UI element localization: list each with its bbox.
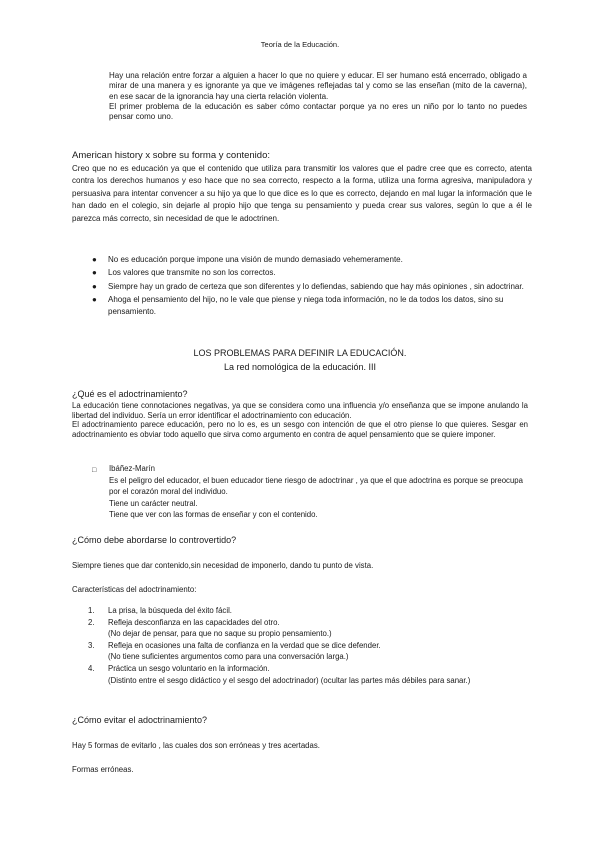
adoctrinamiento-paragraph: El adoctrinamiento parece educación, pero no lo es, es un sesgo con intención de que el otro piense lo que quieres. Sesgar en adoctrinamiento es obviar todo aquello que sirva como argumento en contra de aquel pensamiento que se quiere imponer. bbox=[72, 420, 528, 440]
adoctrinamiento-text bbox=[72, 401, 528, 440]
intro-paragraph: Hay una relación entre forzar a alguien a hacer lo que no quiere y educar. El ser humano está encerrado, obligado a mirar de una manera y es ignorante ya que ve imágenes reflejadas tal y como se las enseñan (mito de la caverna), en ese sacar de la ignorancia hay una cierta relación violenta. bbox=[109, 71, 527, 101]
ibanez-name: Ibáñez-Marín bbox=[109, 464, 155, 473]
bullet-icon: ● bbox=[92, 268, 97, 278]
intro-section bbox=[109, 71, 527, 122]
list-item-note: (No tiene suficientes argumentos como para una conversación larga.) bbox=[108, 652, 349, 662]
bullet-icon: ● bbox=[92, 294, 97, 304]
ibanez-line: Es el peligro del educador, el buen educador tiene riesgo de adoctrinar , ya que el que adoctrina es porque se preocupa por el corazón moral del individuo. bbox=[109, 475, 523, 496]
bullet-item: ● Ahoga el pensamiento del hijo, no le vale que piense y niega toda información, no le da todos los datos, sino su pensamiento. bbox=[92, 294, 504, 316]
evitar-answer: Hay 5 formas de evitarlo , las cuales dos son erróneas y tres acertadas. bbox=[72, 741, 320, 750]
page-header: Teoría de la Educación. bbox=[260, 40, 340, 49]
list-item: 3. Refleja en ocasiones una falta de confianza en la verdad que se dice defender. (No tiene suficientes argumentos como para una conversación larga.) bbox=[88, 640, 528, 663]
caracteristicas-list bbox=[88, 605, 528, 686]
ibanez-line: Tiene que ver con las formas de enseñar y con el contenido. bbox=[109, 510, 318, 519]
adoctrinamiento-question: ¿Qué es el adoctrinamiento? bbox=[72, 389, 188, 399]
list-item-note: (No dejar de pensar, para que no saque su propio pensamiento.) bbox=[108, 629, 332, 639]
section-subtitle: La red nomológica de la educación. III bbox=[223, 362, 377, 372]
intro-paragraph: El primer problema de la educación es saber cómo contactar porque ya no eres un niño por lo tanto no puedes pensar como uno. bbox=[109, 101, 527, 122]
evitar-question: ¿Cómo evitar el adoctrinamiento? bbox=[72, 715, 208, 725]
bullet-icon: ● bbox=[92, 255, 97, 264]
american-history-body: Creo que no es educación ya que el contenido que utiliza para transmitir los valores que el padre cree que es correcto, atenta contra los derechos humanos y eso hace que no sea correcto, respecto a la forma, utiliza una forma agresiva, manipuladora y persuasiva para intentar convencer a su hijo ya que lo que dice es lo que es correcto, dejando en mal lugar la información que le han dado en el colegio, sin dejarle al propio hijo que tenga su pensamiento y pueda crear sus valores, según lo que a él le parezca más correcto, sin necesidad de que le adoctrinen. bbox=[72, 164, 532, 223]
bullet-item: ● Los valores que transmite no son los correctos. bbox=[92, 268, 276, 278]
list-item: 1. La prisa, la búsqueda del éxito fácil. bbox=[88, 606, 232, 615]
checkbox-bullet-icon: □ bbox=[92, 467, 97, 474]
american-history-heading: American history x sobre su forma y contenido: bbox=[72, 150, 271, 161]
formas-erroneas: Formas erróneas. bbox=[72, 765, 134, 774]
caracteristicas-heading: Características del adoctrinamiento: bbox=[72, 585, 197, 594]
list-item: 2. Refleja desconfianza en las capacidades del otro. (No dejar de pensar, para que no saque su propio pensamiento.) bbox=[88, 617, 528, 640]
bullet-item: ● No es educación porque impone una visión de mundo demasiado vehemeramente. bbox=[92, 255, 403, 264]
bullet-icon: ● bbox=[92, 281, 97, 291]
list-item: 4. Práctica un sesgo voluntario en la información. (Distinto entre el sesgo didáctico y el sesgo del adoctrinador) (ocultar las partes más débiles para sanar.) bbox=[88, 663, 528, 686]
controvertido-answer: Siempre tienes que dar contenido,sin necesidad de imponerlo, dando tu punto de vista. bbox=[72, 561, 374, 570]
controvertido-question: ¿Cómo debe abordarse lo controvertido? bbox=[72, 535, 237, 545]
list-item-note: (Distinto entre el sesgo didáctico y el sesgo del adoctrinador) (ocultar las partes más débiles para sanar.) bbox=[108, 675, 471, 685]
american-history-bullets bbox=[92, 254, 532, 319]
adoctrinamiento-paragraph: La educación tiene connotaciones negativas, ya que se considera como una influencia y/o enseñanza que se impone anulando la libertad del individuo. Sería un error identificar el adoctrinamiento con educación. bbox=[72, 401, 528, 420]
ibanez-line: Tiene un carácter neutral. bbox=[109, 498, 198, 508]
section-title: LOS PROBLEMAS PARA DEFINIR LA EDUCACIÓN. bbox=[193, 348, 407, 358]
bullet-item: ● Siempre hay un grado de certeza que son diferentes y lo defiendas, sabiendo que hay más opiniones , sin adoctrinar. bbox=[92, 281, 524, 291]
